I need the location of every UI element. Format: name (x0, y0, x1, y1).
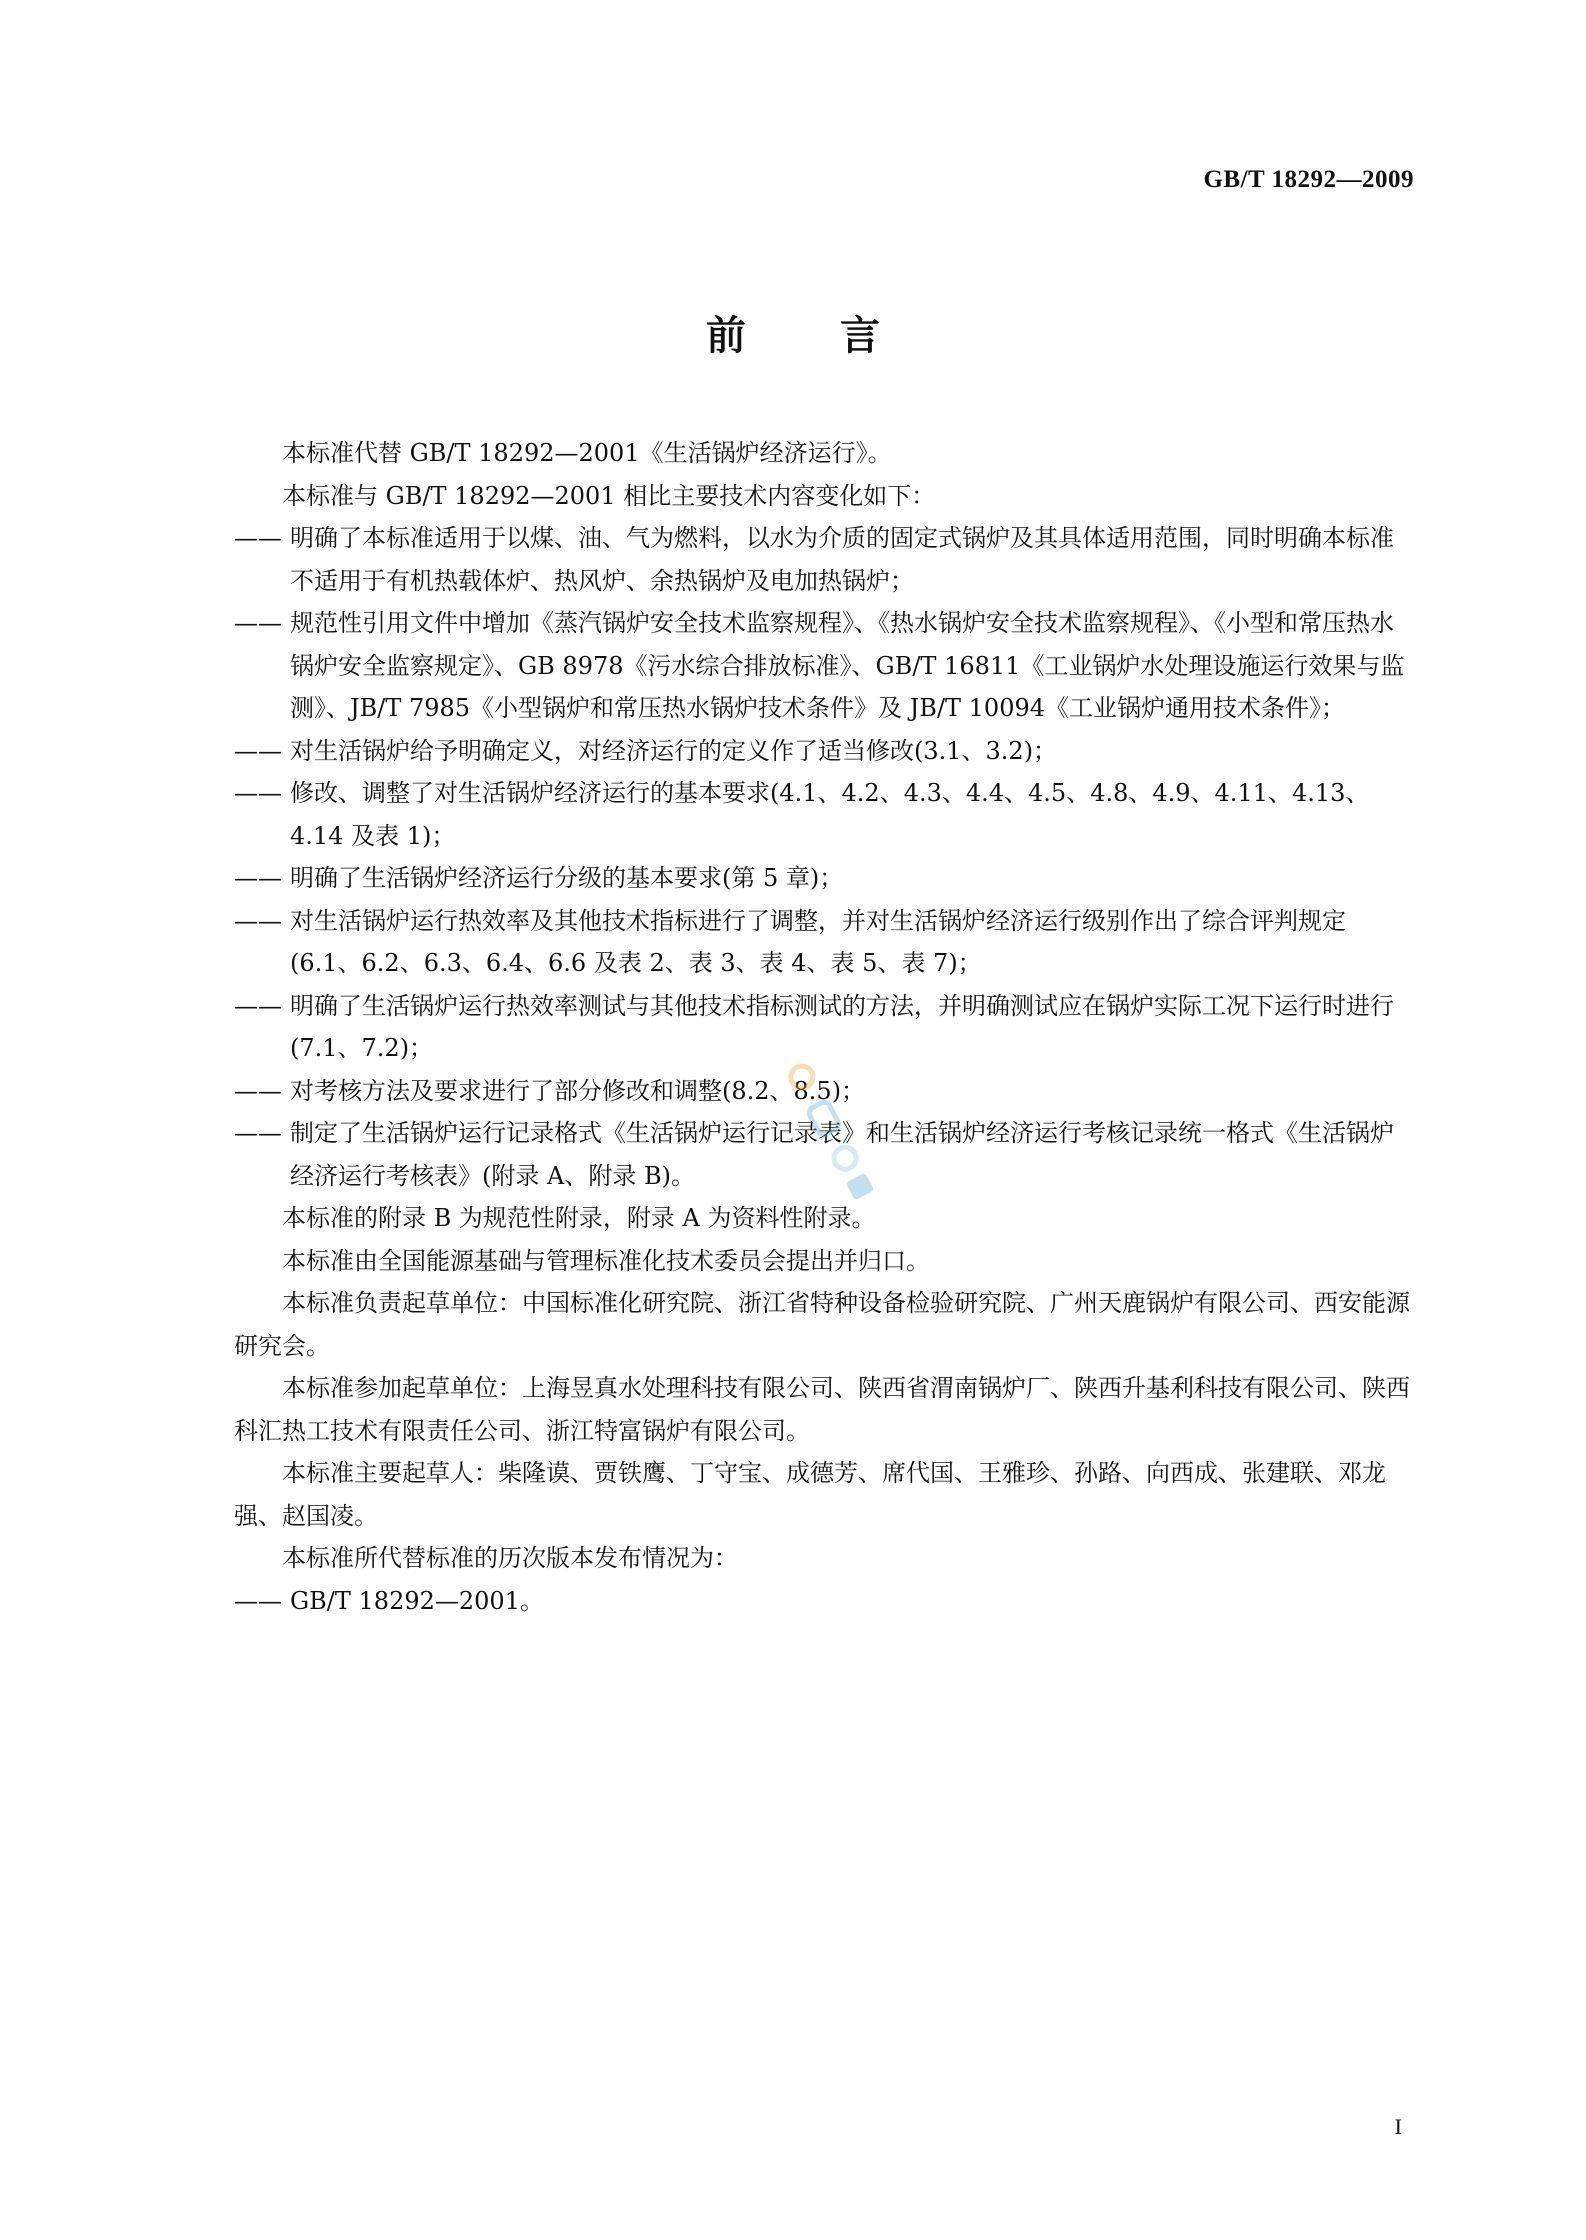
change-item-text: 规范性引用文件中增加《蒸汽锅炉安全技术监察规程》、《热水锅炉安全技术监察规程》、《小型和常压热水锅炉安全监察规定》、GB 8978《污水综合排放标准》、GB/T 16811《工业锅炉水处理设施运行效果与监测》、JB/T 7985《小型锅炉和常压热水锅炉技术条件》及 JB/T 10094《工业锅炉通用技术条件》； (290, 609, 1405, 722)
watermark-mark (830, 1143, 860, 1173)
page-number: I (1394, 2114, 1402, 2139)
change-item-text: 明确了本标准适用于以煤、油、气为燃料，以水为介质的固定式锅炉及其具体适用范围，同时明确本标准不适用于有机热载体炉、热风炉、余热锅炉及电加热锅炉； (290, 524, 1394, 595)
dash-marker: —— (234, 906, 282, 935)
closing-paragraph: 本标准由全国能源基础与管理标准化技术委员会提出并归口。 (282, 1246, 930, 1275)
change-item (234, 517, 1416, 602)
dash-marker: —— (234, 1586, 282, 1615)
foreword-body (234, 432, 1416, 1622)
history-item (234, 1580, 1416, 1623)
change-item-text: 制定了生活锅炉运行记录格式《生活锅炉运行记录表》和生活锅炉经济运行考核记录统一格式《生活锅炉经济运行考核表》(附录 A、附录 B)。 (290, 1119, 1394, 1190)
dash-marker: —— (234, 864, 282, 892)
closing-paragraph: 本标准参加起草单位：上海昱真水处理科技有限公司、陕西省渭南锅炉厂、陕西升基利科技有限公司、陕西科汇热工技术有限责任公司、浙江特富锅炉有限公司。 (234, 1374, 1410, 1445)
dash-marker: —— (234, 524, 282, 552)
change-item (234, 772, 1416, 857)
change-item-text: 对生活锅炉运行热效率及其他技术指标进行了调整，并对生活锅炉经济运行级别作出了综合评判规定(6.1、6.2、6.3、6.4、6.6 及表 2、表 3、表 4、表 5、表 7)； (290, 906, 1346, 977)
closing-paragraph: 本标准的附录 B 为规范性附录，附录 A 为资料性附录。 (282, 1204, 876, 1232)
change-item-text: 修改、调整了对生活锅炉经济运行的基本要求(4.1、4.2、4.3、4.4、4.5、4.8、4.9、4.11、4.13、4.14 及表 1)； (290, 779, 1370, 850)
dash-marker: —— (234, 779, 282, 807)
page-title: 前言 (706, 313, 974, 359)
closing-paragraph: 本标准主要起草人：柴隆谟、贾铁鹰、丁守宝、成德芳、席代国、王雅珍、孙路、向西成、张建联、邓龙强、赵国凌。 (234, 1459, 1386, 1530)
intro-paragraph: 本标准代替 GB/T 18292—2001《生活锅炉经济运行》。 (282, 439, 892, 467)
change-item-text: 对考核方法及要求进行了部分修改和调整(8.2、8.5)； (290, 1076, 866, 1105)
watermark-mark (787, 1062, 817, 1092)
change-item (234, 900, 1416, 985)
change-item-text: 明确了生活锅炉经济运行分级的基本要求(第 5 章)； (290, 864, 844, 892)
change-item (234, 730, 1416, 773)
change-item-text: 对生活锅炉给予明确定义，对经济运行的定义作了适当修改(3.1、3.2)； (290, 736, 1058, 765)
closing-paragraph: 本标准负责起草单位：中国标准化研究院、浙江省特种设备检验研究院、广州天鹿锅炉有限公司、西安能源研究会。 (234, 1289, 1410, 1360)
intro-paragraph: 本标准与 GB/T 18292—2001 相比主要技术内容变化如下： (282, 481, 936, 510)
dash-marker: —— (234, 1119, 282, 1147)
watermark-mark (807, 1100, 841, 1137)
history-item-text: GB/T 18292—2001。 (290, 1586, 544, 1615)
standard-number: GB/T 18292—2009 (1203, 166, 1414, 193)
dash-marker: —— (234, 991, 282, 1020)
change-item (234, 857, 1416, 900)
dash-marker: —— (234, 609, 282, 637)
change-item-text: 明确了生活锅炉运行热效率测试与其他技术指标测试的方法，并明确测试应在锅炉实际工况下运行时进行(7.1、7.2)； (290, 991, 1394, 1062)
closing-paragraph: 本标准所代替标准的历次版本发布情况为： (282, 1544, 738, 1572)
dash-marker: —— (234, 736, 282, 765)
watermark-mark (846, 1173, 875, 1201)
dash-marker: —— (234, 1076, 282, 1105)
change-item (234, 602, 1416, 730)
